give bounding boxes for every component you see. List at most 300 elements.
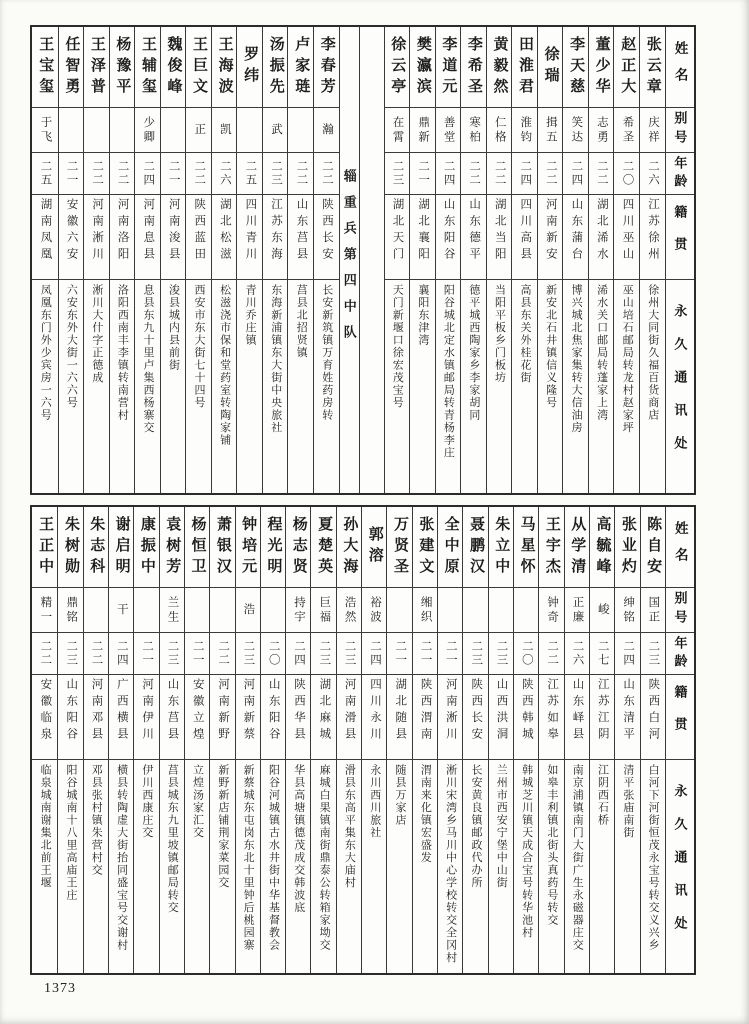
native-place-cell [413,675,437,760]
alias-cell [538,108,563,153]
age-cell [185,633,209,675]
native-place-cell [387,675,411,760]
alias-cell [311,588,335,633]
name-cell [237,27,262,108]
person-address: 随县万家店 [394,764,407,827]
person-native-place: 湖南凤凰 [39,198,52,264]
roster-column [58,27,84,493]
person-name: 郭溶 [366,526,383,568]
person-age: 二一 [444,640,457,667]
person-address: 东海新浦镇东大街中央旅社 [269,284,282,434]
alias-cell [385,108,410,153]
alias-cell [59,108,84,153]
roster-column [386,507,411,973]
age-cell [314,153,339,195]
address-cell [59,280,84,493]
roster-column [486,27,512,493]
person-native-place: 陕西长安 [321,198,334,264]
alias-cell [590,588,614,633]
roster-table-bottom [30,505,696,975]
header-label-alias: 别号 [672,111,688,149]
person-age: 二三 [242,640,255,667]
address-cell [514,760,538,973]
native-place-cell [641,675,665,760]
person-native-place: 山东莒县 [166,678,179,744]
person-age: 二三 [318,640,331,667]
person-alias: 少卿 [142,115,155,145]
person-name: 孙大海 [341,515,358,579]
name-cell [212,27,237,108]
person-name: 张业灼 [619,515,636,579]
roster-column [589,507,614,973]
person-age: 二二 [493,160,506,187]
person-name: 张云章 [644,35,661,99]
native-place-cell [58,675,82,760]
person-age: 二二 [90,640,103,667]
name-cell [387,507,411,588]
person-age: 二二 [91,160,104,187]
address-cell [236,760,260,973]
address-cell [84,760,108,973]
roster-column [537,27,563,493]
address-cell [362,760,386,973]
roster-column [361,507,386,973]
person-alias: 仁格 [493,115,506,145]
native-place-cell [410,195,435,280]
alias-cell [337,588,361,633]
person-name: 董少华 [593,35,610,99]
person-name: 杨豫平 [114,35,131,99]
person-age: 二三 [343,640,356,667]
name-cell [59,27,84,108]
roster-column [435,27,461,493]
person-age: 二二 [595,160,608,187]
person-age: 二二 [193,160,206,187]
person-alias: 巨福 [318,595,331,625]
person-name: 王巨文 [191,35,208,99]
person-name: 康振中 [138,515,155,579]
person-age: 二二 [544,160,557,187]
age-cell [614,153,639,195]
person-name: 徐瑞 [542,46,559,88]
native-place-cell [84,195,109,280]
person-native-place: 山东蒲台 [570,198,583,264]
person-native-place: 四川永川 [368,678,381,744]
header-alias-cell [666,588,694,633]
person-name: 萧银汉 [214,515,231,579]
address-cell [32,760,57,973]
roster-column [614,507,639,973]
person-address: 清平张庙南街 [621,764,634,839]
roster-column [639,27,665,493]
roster-column [83,507,108,973]
person-name: 杨志贤 [290,515,307,579]
person-address: 邓县张村镇朱营村交 [90,764,103,877]
person-address: 新安北石井镇信义隆号 [544,284,557,409]
name-cell [487,27,512,108]
person-native-place: 江苏江阴 [596,678,609,744]
native-place-cell [110,195,135,280]
person-address: 阳谷城北定水镇邮局转青杨李庄 [442,284,455,459]
alias-cell [640,108,665,153]
person-name: 王海波 [216,35,233,99]
person-address: 襄阳东津湾 [416,284,429,347]
person-native-place: 江苏东海 [269,198,282,264]
address-cell [487,280,512,493]
alias-cell [539,588,563,633]
person-native-place: 湖北天门 [391,198,404,264]
person-native-place: 山东德平 [468,198,481,264]
alias-cell [32,108,58,153]
person-name: 汤振先 [267,35,284,99]
person-native-place: 山东阳谷 [267,678,280,744]
person-age: 二六 [218,160,231,187]
age-cell [311,633,335,675]
name-cell [286,507,310,588]
age-cell [58,633,82,675]
age-cell [263,153,288,195]
header-native-place-cell [666,675,694,760]
address-cell [436,280,461,493]
roster-column [511,27,537,493]
person-age: 二四 [293,640,306,667]
alias-cell [362,588,386,633]
person-alias: 寒柏 [468,115,481,145]
address-cell [539,760,563,973]
age-cell [463,633,487,675]
person-native-place: 广西横县 [115,678,128,744]
person-alias: 兰生 [166,595,179,625]
person-address: 莒县北招贤镇 [295,284,308,359]
person-age: 二三 [495,640,508,667]
person-address: 浠水关口邮局转蓬家上湾 [595,284,608,422]
person-age: 二一 [167,160,180,187]
age-cell [237,153,262,195]
person-native-place: 江苏徐州 [647,198,659,264]
address-cell [135,280,160,493]
address-cell [387,760,411,973]
person-name: 李希圣 [465,35,482,99]
native-place-cell [512,195,537,280]
person-name: 钟培元 [240,515,257,579]
person-age: 二六 [647,160,659,187]
age-cell [84,153,109,195]
person-age: 二二 [217,640,230,667]
person-name: 魏俊峰 [165,35,182,99]
person-address: 西安市东大街七十四号 [193,284,206,409]
age-cell [640,153,665,195]
person-native-place: 河南浚县 [167,198,180,264]
name-cell [538,27,563,108]
native-place-cell [263,195,288,280]
name-cell [641,507,665,588]
native-place-cell [160,675,184,760]
person-alias: 国正 [647,595,660,625]
person-native-place: 河南新野 [217,678,230,744]
age-cell [288,153,313,195]
alias-cell [463,588,487,633]
native-place-cell [210,675,234,760]
person-name: 朱志科 [88,515,105,579]
age-cell [161,153,186,195]
native-place-cell [32,195,58,280]
alias-cell [212,108,237,153]
person-address: 莒县城东九里坡镇邮局转交 [166,764,179,914]
age-cell [362,633,386,675]
person-native-place: 陕西渭南 [419,678,432,744]
native-place-cell [134,675,158,760]
person-name: 卢家琏 [293,35,310,99]
name-cell [512,27,537,108]
person-alias: 绅铭 [622,595,635,625]
native-place-cell [463,675,487,760]
header-age-cell [666,153,695,195]
header-column [665,27,695,493]
person-address: 巫山培石邮局转龙村赵家坪 [621,284,634,434]
section-title-column [339,27,359,493]
name-cell [413,507,437,588]
person-name: 黄毅然 [491,35,508,99]
address-cell [589,280,614,493]
name-cell [109,507,133,588]
person-address: 滑县东高平集东大庙村 [343,764,356,889]
alias-cell [387,588,411,633]
name-cell [539,507,563,588]
name-cell [614,27,639,108]
person-alias: 正廉 [571,595,584,625]
header-label-native-place: 籍贯 [672,685,688,749]
person-address: 德平城西陶家乡李家胡同 [467,284,480,422]
person-address: 临泉城南谢集北前王堰 [39,764,52,889]
address-cell [212,280,237,493]
address-cell [210,760,234,973]
age-cell [261,633,285,675]
alias-cell [210,588,234,633]
age-cell [590,633,614,675]
person-address: 兰州市西安宁堡中山街 [495,764,508,889]
roster-column [313,27,339,493]
person-native-place: 陕西蓝田 [193,198,206,264]
address-cell [311,760,335,973]
person-address: 长安黄良镇邮政代办所 [469,764,482,889]
person-age: 二四 [142,160,155,187]
age-cell [59,153,84,195]
name-cell [160,507,184,588]
person-alias: 峻 [596,602,609,618]
address-cell [286,760,310,973]
address-cell [410,280,435,493]
person-name: 聂鹏汉 [467,515,484,579]
address-cell [185,760,209,973]
person-age: 二三 [647,640,660,667]
age-cell [385,153,410,195]
alias-cell [641,588,665,633]
roster-column [160,27,186,493]
person-alias: 瀚 [321,122,334,138]
person-address: 息县东九十里卢集西杨寨交 [141,284,154,434]
roster-column [613,27,639,493]
person-alias: 于飞 [39,115,52,145]
person-native-place: 陕西长安 [470,678,483,744]
roster-column [488,507,513,973]
native-place-cell [436,195,461,280]
alias-cell [58,588,82,633]
roster-column [236,27,262,493]
person-native-place: 山东阳谷 [442,198,455,264]
age-cell [160,633,184,675]
blank-column [359,27,384,493]
native-place-cell [615,675,639,760]
person-age: 二一 [417,160,430,187]
person-name: 朱树勋 [62,515,79,579]
alias-cell [615,588,639,633]
person-native-place: 湖北襄阳 [417,198,430,264]
person-name: 樊瀛滨 [414,35,431,99]
person-address: 高县东关外桂花街 [519,284,532,384]
person-native-place: 山东清平 [622,678,635,744]
alias-cell [563,108,588,153]
name-cell [565,507,589,588]
header-label-alias: 别号 [672,591,688,629]
person-address: 淅川宋湾乡马川中心学校转交全冈村 [444,764,457,964]
name-cell [134,507,158,588]
roster-column [185,27,211,493]
person-age: 二四 [622,640,635,667]
alias-cell [134,588,158,633]
native-place-cell [135,195,160,280]
address-cell [461,280,486,493]
person-address: 阳谷城南十八里高庙王庄 [64,764,77,902]
native-place-cell [489,675,513,760]
person-name: 徐云亭 [389,35,406,99]
header-label-age: 年龄 [672,155,688,192]
person-native-place: 河南淅川 [444,678,457,744]
person-name: 罗纬 [242,46,259,88]
person-alias: 缃织 [419,595,432,625]
person-native-place: 山东峄县 [571,678,584,744]
person-alias: 揖五 [544,115,557,145]
name-cell [438,507,462,588]
person-age: 二二 [321,160,334,187]
person-address: 渭南来化镇宏盛发 [419,764,432,864]
alias-cell [135,108,160,153]
person-name: 袁树芳 [164,515,181,579]
person-age: 二一 [394,640,407,667]
native-place-cell [314,195,339,280]
person-address: 青川乔庄镇 [244,284,257,347]
person-alias: 善堂 [442,115,455,145]
address-cell [413,760,437,973]
age-cell [438,633,462,675]
person-native-place: 湖北松滋 [218,198,231,264]
person-name: 高毓峰 [594,515,611,579]
address-cell [237,280,262,493]
person-native-place: 四川青川 [244,198,257,264]
alias-cell [32,588,57,633]
alias-cell [565,588,589,633]
person-native-place: 河南滑县 [343,678,356,744]
alias-cell [461,108,486,153]
name-cell [84,507,108,588]
person-address: 博兴城北焦家集转大信油房 [570,284,583,434]
alias-cell [413,588,437,633]
name-cell [463,507,487,588]
person-age: 二二 [39,640,52,667]
person-age: 二七 [596,640,609,667]
address-cell [261,760,285,973]
roster-column [260,507,285,973]
age-cell [135,153,160,195]
native-place-cell [385,195,410,280]
name-cell [32,27,58,108]
alias-cell [314,108,339,153]
address-cell [32,280,58,493]
age-cell [210,633,234,675]
name-cell [461,27,486,108]
person-age: 二四 [519,160,532,187]
age-cell [236,633,260,675]
person-alias: 鼎铭 [65,595,78,625]
address-cell [58,760,82,973]
age-cell [337,633,361,675]
person-address: 天门新堰口徐宏茂宝号 [391,284,404,409]
person-name: 万贤圣 [392,515,409,579]
person-age: 二三 [166,640,179,667]
alias-cell [436,108,461,153]
name-cell [514,507,538,588]
alias-cell [512,108,537,153]
person-name: 朱立中 [493,515,510,579]
roster-column [409,27,435,493]
section-title: 辎重兵第四中队 [341,169,357,351]
person-native-place: 陕西华县 [293,678,306,744]
native-place-cell [565,675,589,760]
person-native-place: 河南淅川 [91,198,104,264]
person-address: 长安新筑镇万育姓药房转 [320,284,333,422]
person-name: 杨恒卫 [189,515,206,579]
name-cell [110,27,135,108]
roster-column [32,27,58,493]
person-alias: 庆祥 [647,115,659,145]
person-native-place: 河南邓县 [90,678,103,744]
native-place-cell [337,675,361,760]
alias-cell [237,108,262,153]
person-name: 王正中 [37,515,54,579]
person-name: 李春芳 [318,35,335,99]
person-native-place: 湖北随县 [394,678,407,744]
person-native-place: 湖北浠水 [595,198,608,264]
name-cell [261,507,285,588]
address-cell [614,280,639,493]
person-address: 华县高塘镇德茂成交韩波底 [292,764,305,914]
name-cell [311,507,335,588]
roster-column [109,27,135,493]
person-native-place: 河南伊川 [141,678,154,744]
person-age: 二五 [244,160,257,187]
person-name: 李道元 [440,35,457,99]
header-label-age: 年龄 [672,635,688,672]
person-age: 二五 [39,160,52,187]
native-place-cell [640,195,665,280]
person-address: 麻城白果镇南街鼎泰公转箱家坳交 [318,764,331,952]
age-cell [413,633,437,675]
roster-column [437,507,462,973]
person-native-place: 四川高县 [519,198,532,264]
person-age: 二四 [570,160,583,187]
age-cell [410,153,435,195]
name-cell [58,507,82,588]
roster-column [564,507,589,973]
